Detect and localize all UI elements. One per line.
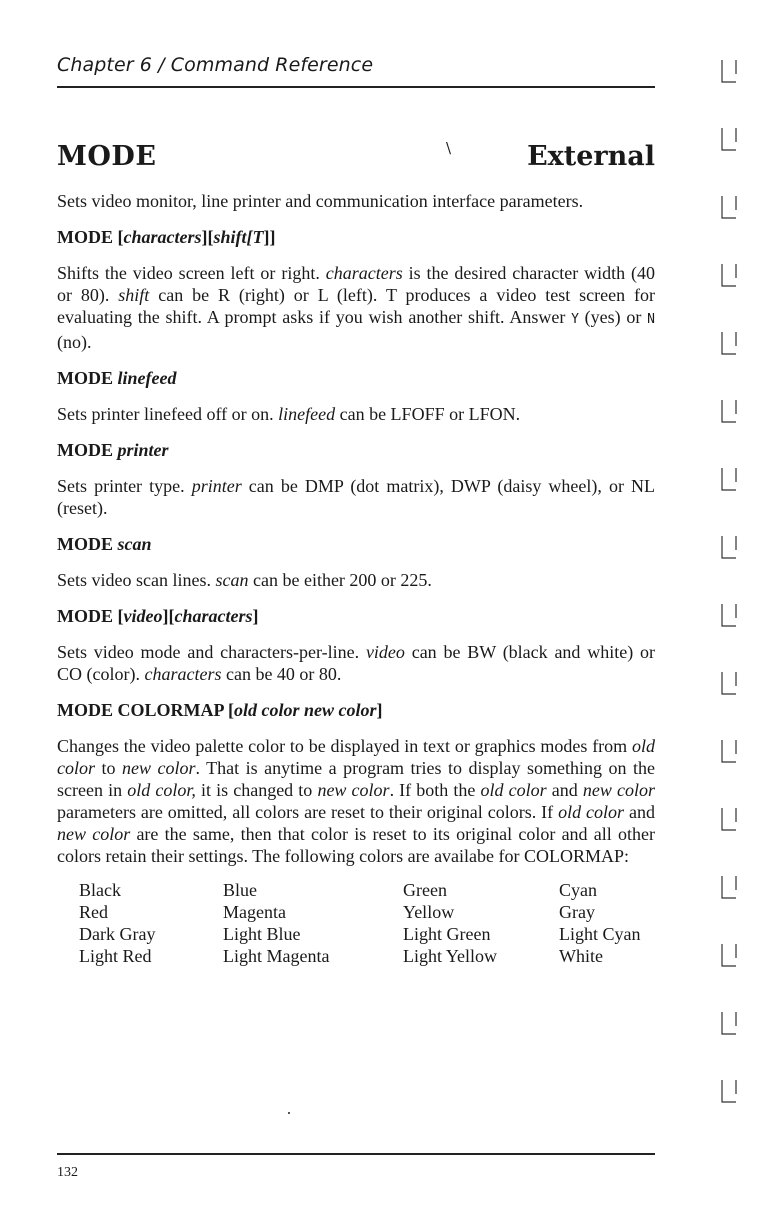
- color-name: Blue: [223, 880, 257, 900]
- syntax-printer: MODE printer: [57, 440, 169, 460]
- color-name: Gray: [559, 902, 595, 922]
- command-title: MODE: [57, 141, 157, 172]
- intro-paragraph: Sets video monitor, line printer and communication interface parameters.: [57, 191, 584, 211]
- syntax-linefeed: MODE linefeed: [57, 368, 177, 388]
- binding-mark: [722, 128, 736, 150]
- binding-mark: [722, 808, 736, 830]
- desc-shift: Shifts the video screen left or right. characters is the desired character width (40 or 80). shift can be R (right) or L (left). T produces a video test screen for evaluating the shift. A prompt asks if you wish another shift. Answer Y (yes) or N (no).: [57, 263, 656, 352]
- binding-mark: [722, 740, 736, 762]
- binding-mark: [722, 468, 736, 490]
- color-name: Light Cyan: [559, 924, 641, 944]
- syntax-colormap: MODE COLORMAP [old color new color]: [57, 700, 383, 720]
- content-body: [57, 190, 655, 967]
- binding-mark: [722, 400, 736, 422]
- color-name: Magenta: [223, 902, 286, 922]
- stray-dot-mark: [288, 1112, 290, 1114]
- color-name: White: [559, 946, 603, 966]
- color-name: Light Blue: [223, 924, 301, 944]
- syntax-shift: MODE [characters][shift[T]]: [57, 227, 276, 247]
- binding-mark: [722, 536, 736, 558]
- footer-rule: [57, 1153, 655, 1155]
- color-name: Light Red: [79, 946, 152, 966]
- desc-printer: Sets printer type. printer can be DMP (dot matrix), DWP (daisy wheel), or NL (reset).: [57, 476, 655, 518]
- binding-mark: [722, 1080, 736, 1102]
- binding-mark: [722, 876, 736, 898]
- page-number: 132: [57, 1165, 78, 1180]
- binding-mark: [722, 944, 736, 966]
- binding-mark: [722, 196, 736, 218]
- binding-mark: [722, 604, 736, 626]
- binding-margin-marks: [712, 50, 752, 1170]
- binding-mark: [722, 1012, 736, 1034]
- desc-linefeed: Sets printer linefeed off or on. linefeed can be LFOFF or LFON.: [57, 404, 521, 424]
- color-name: Black: [79, 880, 121, 900]
- binding-mark: [722, 264, 736, 286]
- desc-scan: Sets video scan lines. scan can be either 200 or 225.: [57, 570, 432, 590]
- color-name: Light Yellow: [403, 946, 498, 966]
- desc-colormap: Changes the video palette color to be displayed in text or graphics modes from old color to new color. That is anytime a program tries to display something on the screen in old color, it is changed to new color. If both the old color and new color parameters are omitted, all colors are reset to their original colors. If old color and new color are the same, then that color is reset to its original color and all other colors retain their settings. The following colors are availabe for COLORMAP:: [57, 736, 656, 866]
- running-head: Chapter 6 / Command Reference: [57, 54, 374, 76]
- binding-mark: [722, 672, 736, 694]
- color-name: Cyan: [559, 880, 597, 900]
- color-name: Green: [403, 880, 447, 900]
- binding-mark: [722, 60, 736, 82]
- syntax-scan: MODE scan: [57, 534, 152, 554]
- header-rule: [57, 86, 655, 88]
- color-name: Light Magenta: [223, 946, 330, 966]
- color-name: Yellow: [403, 902, 455, 922]
- colormap-color-table: [79, 879, 655, 967]
- desc-video: Sets video mode and characters-per-line. video can be BW (black and white) or CO (color). characters can be 40 or 80.: [57, 642, 655, 684]
- stray-backslash-mark: \: [446, 139, 452, 157]
- command-type-label: External: [527, 141, 655, 172]
- syntax-video: MODE [video][characters]: [57, 606, 259, 626]
- color-name: Dark Gray: [79, 924, 156, 944]
- binding-mark: [722, 332, 736, 354]
- color-name: Light Green: [403, 924, 491, 944]
- color-name: Red: [79, 902, 108, 922]
